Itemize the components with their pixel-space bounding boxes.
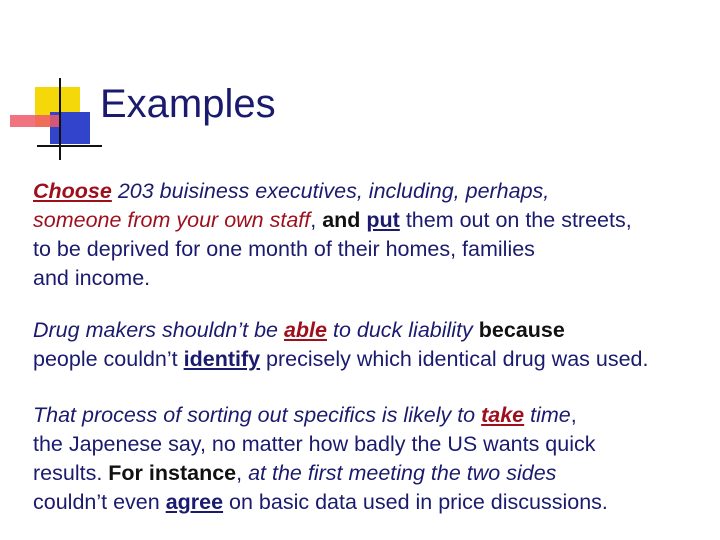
paragraph-2 [33, 316, 720, 374]
p2-s3: to duck liability [327, 318, 473, 342]
p2-s4: because [472, 318, 565, 342]
paragraph-3 [33, 401, 720, 517]
p2-s6: identify [183, 347, 261, 371]
p3-s5: the Japenese say, no matter how badly the US wants quick [33, 432, 596, 456]
p3-s2: take [481, 403, 525, 427]
logo-pink-bar [10, 115, 60, 127]
p2-s1: Drug makers shouldn’t be [33, 318, 284, 342]
p1-s3: someone from your own staff [33, 208, 311, 232]
p3-s3: time [524, 403, 571, 427]
p3-s11: agree [165, 490, 224, 514]
slide-logo [0, 0, 110, 170]
p3-s1: That process of sorting out specifics is likely to [33, 403, 482, 427]
p3-s9: at the first meeting the two sides [248, 461, 557, 485]
p3-s8: , [236, 461, 249, 485]
p2-s7: precisely which identical drug was used. [260, 347, 649, 371]
p1-s10: and income. [33, 266, 151, 290]
p1-s4: , [310, 208, 323, 232]
p2-s2: able [283, 318, 327, 342]
p1-s8: them out on the streets, [399, 208, 632, 232]
slide-title: Examples [100, 82, 276, 126]
p2-s5: people couldn’t [33, 347, 184, 371]
p1-s1: Choose [33, 179, 112, 203]
p3-s6: results. [33, 461, 109, 485]
p1-s7: put [366, 208, 400, 232]
p3-s12: on basic data used in price discussions. [223, 490, 608, 514]
paragraph-1 [33, 177, 720, 293]
p1-s5: and [322, 208, 361, 232]
p3-s10: couldn’t even [33, 490, 166, 514]
p3-s4: , [570, 403, 577, 427]
p1-s9: to be deprived for one month of their homes, families [33, 237, 535, 261]
p3-s7: For instance [108, 461, 237, 485]
p1-s2: 203 buisiness executives, including, perhaps, [111, 179, 550, 203]
